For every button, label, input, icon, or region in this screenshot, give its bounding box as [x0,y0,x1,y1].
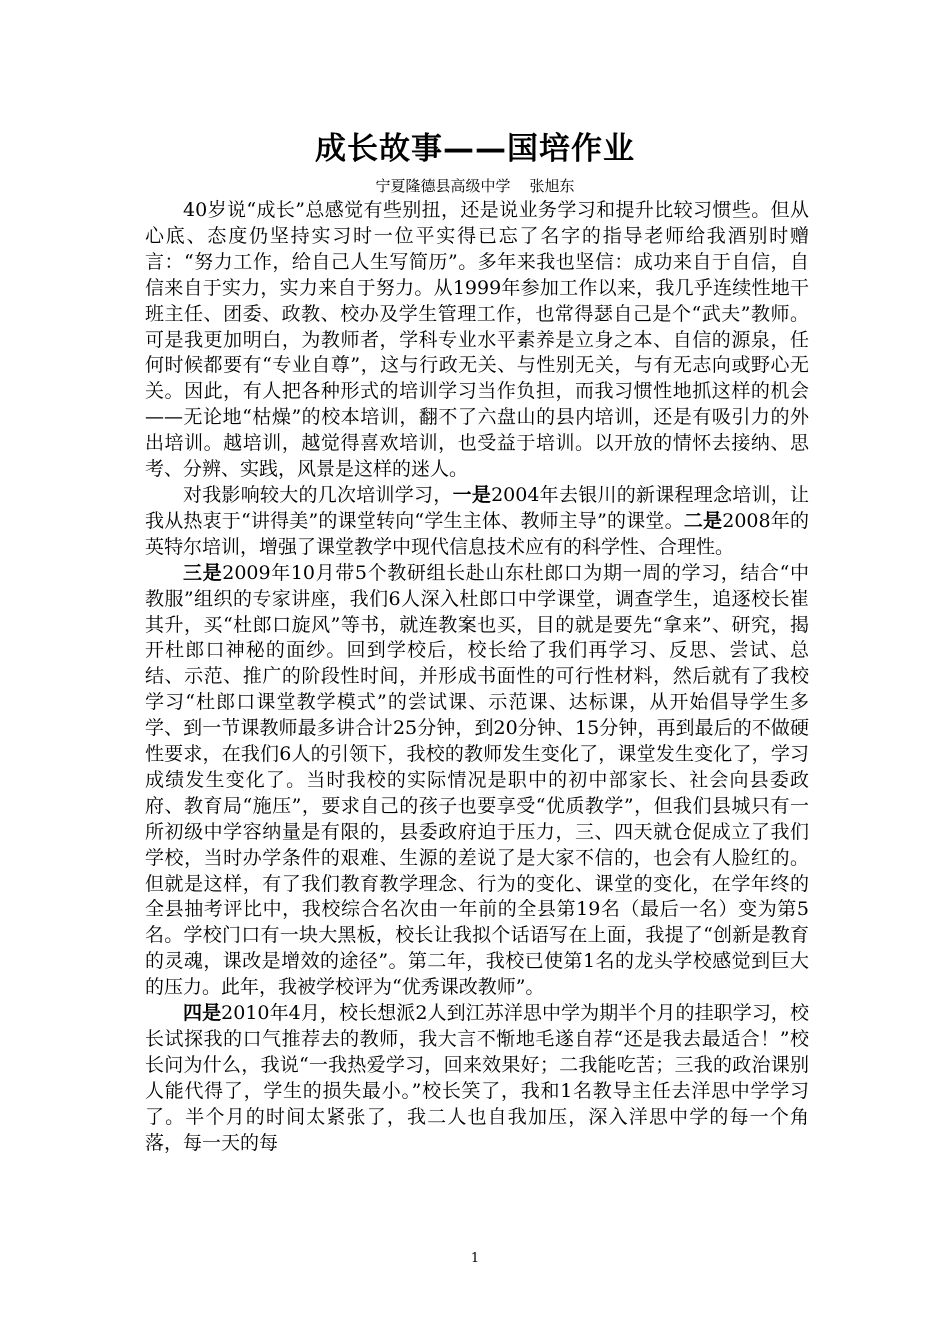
paragraph-bold-lead: 四是 [183,1002,222,1025]
paragraph-bold-lead: 二是 [683,509,723,532]
paragraph-bold-lead: 一是 [452,483,492,506]
paragraph-text: 2004年去银川的新课程理念培训，让我从热衷于“讲得美”的课堂转向“学生主体、教师主导”的课堂。 [145,483,809,532]
paragraph [145,561,809,1001]
paragraph-text: 2010年4月，校长想派2人到江苏洋思中学为期半个月的挂职学习，校长试探我的口气推荐去的教师，我大言不惭地毛遂自荐“还是我去最适合！”校长问为什么，我说“一我热爱学习，回来效果好；二我能吃苦；三我的政治课别人能代得了，学生的损失最小。”校长笑了，我和1名教导主任去洋思中学学习了。半个月的时间太紧张了，我二人也自我加压，深入洋思中学的每一个角落，每一天的每 [145,1002,809,1154]
paragraph-text: 对我影响较大的几次培训学习， [183,483,453,506]
page-number: 1 [470,1251,480,1266]
author-byline: 宁夏隆德县高级中学 张旭东 [375,177,575,195]
paragraph [145,198,809,483]
document-title: 成长故事——国培作业 [315,131,635,167]
paragraph-text: 2009年10月带5个教研组长赴山东杜郎口为期一周的学习，结合“中教服”组织的专家讲座，我们6人深入杜郎口中学课堂，调查学生，追逐校长崔其升，买“杜郎口旋风”等书，就连教案也买，目的就是要先“拿来”、研究，揭开杜郎口神秘的面纱。回到学校后，校长给了我们再学习、反思、尝试、总结、示范、推广的阶段性时间，并形成书面性的可行性材料，然后就有了我校学习“杜郎口课堂教学模式”的尝试课、示范课、达标课，从开始倡导学生多学、到一节课教师最多讲合计25分钟，到20分钟、15分钟，再到最后的不做硬性要求，在我们6人的引领下，我校的教师发生变化了，课堂发生变化了，学习成绩发生变化了。当时我校的实际情况是职中的初中部家长、社会向县委政府、教育局“施压”，要求自己的孩子也要享受“优质教学”，但我们县城只有一所初级中学容纳量是有限的，县委政府迫于压力，三、四天就仓促成立了我们学校，当时办学条件的艰难、生源的差说了是大家不信的，也会有人脸红的。但就是这样，有了我们教育教学理念、行为的变化、课堂的变化，在学年终的全县抽考评比中，我校综合名次由一年前的全县第19名（最后一名）变为第5名。学校门口有一块大黑板，校长让我拟个话语写在上面，我提了“创新是教育的灵魂，课改是增效的途径”。第二年，我校已使第1名的龙头学校感觉到巨大的压力。此年，我被学校评为“优秀课改教师”。 [145,561,809,999]
paragraph [145,1001,809,1156]
paragraph-text: 40岁说“成长”总感觉有些别扭，还是说业务学习和提升比较习惯些。但从心底、态度仍坚持实习时一位平实得已忘了名字的指导老师给我酒别时赠言：“努力工作，给自己人生写简历”。多年来我也坚信：成功来自于自信，自信来自于实力，实力来自于努力。从1999年参加工作以来，我几乎连续性地干班主任、团委、政教、校办及学生管理工作，也常得瑟自己是个“武夫”教师。可是我更加明白，为教师者，学科专业水平素养是立身之本、自信的源泉，任何时候都要有“专业自尊”，这与行政无关、与性别无关，与有无志向或野心无关。因此，有人把各种形式的培训学习当作负担，而我习惯性地抓这样的机会——无论地“枯燥”的校本培训，翻不了六盘山的县内培训，还是有吸引力的外出培训。越培训，越觉得喜欢培训，也受益于培训。以开放的情怀去接纳、思考、分辨、实践，风景是这样的迷人。 [145,199,809,481]
paragraph-bold-lead: 三是 [183,561,223,584]
document-body [145,198,809,1157]
paragraph-text: 2008年的英特尔培训，增强了课堂教学中现代信息技术应有的科学性、合理性。 [145,509,809,558]
paragraph [145,483,809,561]
